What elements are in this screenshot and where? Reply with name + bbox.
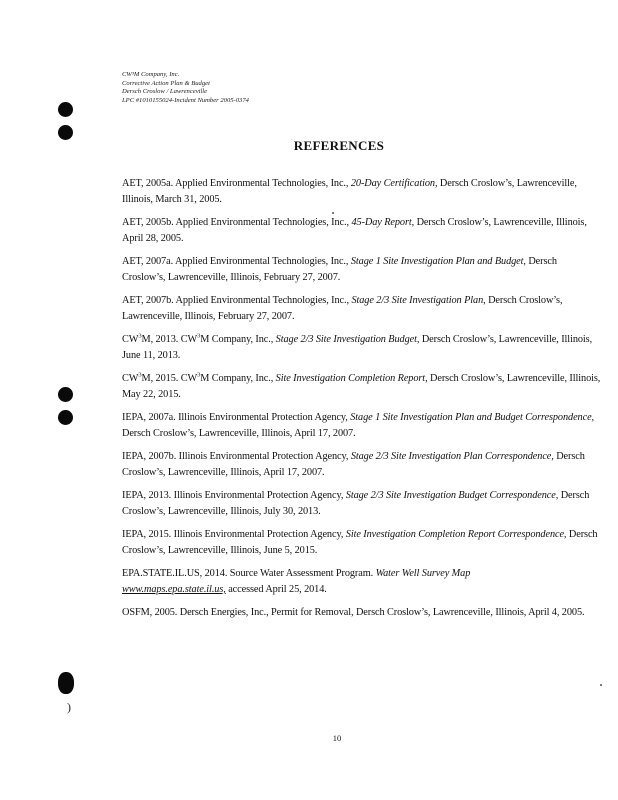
reference-item	[122, 488, 602, 520]
reference-author: IEPA, 2015. Illinois Environmental Protection Agency,	[122, 529, 346, 540]
reference-author: EPA.STATE.IL.US, 2014. Source Water Assessment Program.	[122, 568, 376, 579]
header-site: Dersch Croslow / Lawrenceville	[122, 88, 208, 96]
reference-author: CW	[122, 373, 139, 384]
reference-author: AET, 2005b. Applied Environmental Technologies, Inc.,	[122, 217, 352, 228]
header-plan: Corrective Action Plan & Budget	[122, 79, 210, 87]
reference-author: M Company, Inc.,	[200, 373, 276, 384]
reference-author: IEPA, 2007b. Illinois Environmental Protection Agency,	[122, 451, 351, 462]
reference-author: AET, 2007a. Applied Environmental Technologies, Inc.,	[122, 256, 351, 267]
reference-detail: accessed April 25, 2014.	[225, 584, 327, 595]
header-incident: LPC #1010155024-Incident Number 2005-0374	[122, 96, 249, 104]
reference-title: Stage 1 Site Investigation Plan and Budget,	[350, 256, 526, 267]
reference-author: IEPA, 2013. Illinois Environmental Protection Agency,	[122, 490, 346, 501]
reference-detail: Dersch Croslow’s, Lawrenceville, Illinois, April 17, 2007.	[122, 451, 585, 478]
reference-item	[122, 605, 602, 621]
page-title: REFERENCES	[293, 138, 385, 153]
header-company: CW³M Company, Inc.	[122, 71, 180, 78]
punch-hole-bottom	[58, 672, 74, 694]
reference-item	[122, 293, 602, 325]
reference-detail: Dersch Croslow’s, Lawrenceville, Illinois, February 27, 2007.	[122, 295, 563, 322]
reference-detail: Dersch Croslow’s, Lawrenceville, Illinois, February 27, 2007.	[122, 256, 557, 283]
superscript: 3	[138, 371, 142, 379]
reference-text: OSFM, 2005. Dersch Energies, Inc., Permit for Removal, Dersch Croslow’s, Lawrenceville, Illinois, April 4, 2005.	[122, 607, 585, 618]
reference-author: M Company, Inc.,	[200, 334, 276, 345]
superscript: 3	[197, 371, 201, 379]
punch-hole-mid-1	[58, 387, 73, 402]
edge-mark: )	[67, 700, 71, 714]
reference-title: 45-Day Report,	[351, 217, 415, 228]
page-number: 10	[332, 733, 342, 743]
reference-detail: Dersch Croslow’s, Lawrenceville, Illinois, April 17, 2007.	[122, 428, 356, 439]
reference-item	[122, 215, 602, 247]
reference-item	[122, 332, 602, 364]
superscript: 3	[138, 332, 142, 340]
reference-item	[122, 410, 602, 442]
reference-item	[122, 527, 602, 559]
reference-detail: Dersch Croslow’s, Lawrenceville, Illinois, April 28, 2005.	[122, 217, 587, 244]
reference-detail: Dersch Croslow’s, Lawrenceville, Illinois, June 11, 2013.	[122, 334, 593, 361]
reference-author: CW	[122, 334, 139, 345]
reference-detail: Dersch Croslow’s, Lawrenceville, Illinois, March 31, 2005.	[122, 178, 577, 205]
reference-title: Stage 1 Site Investigation Plan and Budget Correspondence,	[350, 412, 595, 423]
reference-item	[122, 371, 602, 403]
reference-title: Site Investigation Completion Report,	[275, 373, 428, 384]
reference-title: Stage 2/3 Site Investigation Budget Correspondence,	[345, 490, 559, 501]
reference-item	[122, 176, 602, 208]
reference-item	[122, 449, 602, 481]
reference-detail: Dersch Croslow’s, Lawrenceville, Illinois, May 22, 2015.	[122, 373, 601, 400]
reference-item	[122, 254, 602, 286]
reference-author: M, 2015. CW	[141, 373, 198, 384]
reference-title: Stage 2/3 Site Investigation Plan,	[351, 295, 486, 306]
reference-author: IEPA, 2007a. Illinois Environmental Protection Agency,	[122, 412, 351, 423]
reference-author: M, 2013. CW	[141, 334, 198, 345]
reference-detail: Dersch Croslow’s, Lawrenceville, Illinois, July 30, 2013.	[122, 490, 590, 517]
reference-link[interactable]: www.maps.epa.state.il.us,	[122, 584, 226, 595]
reference-title: Water Well Survey Map	[375, 568, 471, 579]
reference-list	[122, 176, 602, 628]
reference-author: AET, 2007b. Applied Environmental Technologies, Inc.,	[122, 295, 352, 306]
reference-title: Site Investigation Completion Report Correspondence,	[345, 529, 567, 540]
reference-title: Stage 2/3 Site Investigation Budget,	[275, 334, 420, 345]
reference-title: Stage 2/3 Site Investigation Plan Correspondence,	[350, 451, 554, 462]
reference-title: 20-Day Certification,	[350, 178, 438, 189]
reference-author: AET, 2005a. Applied Environmental Technologies, Inc.,	[122, 178, 351, 189]
superscript: 3	[197, 332, 201, 340]
punch-hole-top-1	[58, 102, 73, 117]
punch-hole-mid-2	[58, 410, 73, 425]
document-header	[122, 71, 249, 105]
scan-speck	[600, 684, 602, 686]
reference-item	[122, 566, 602, 598]
reference-detail: Dersch Croslow’s, Lawrenceville, Illinois, June 5, 2015.	[122, 529, 598, 556]
